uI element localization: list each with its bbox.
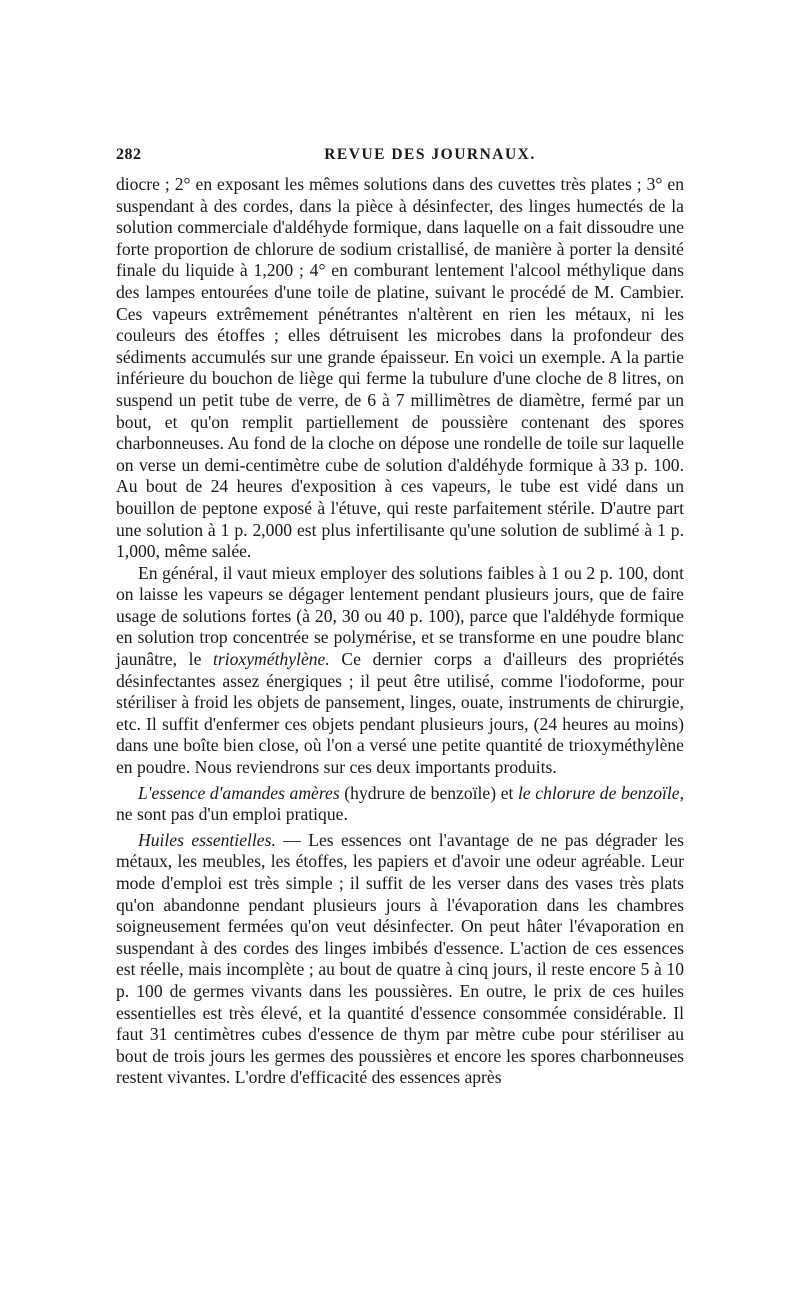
paragraph-text: — Les essences ont l'avantage de ne pas dégrader les métaux, les meubles, les étoffes, les papiers et d'avoir une odeur agréable. Leur mode d'emploi est très simple ; il suffit de les verser dans des vases très plats qu'on abandonne pendant plusieurs jours à l'évaporation dans les chambres soigneusement fermées qu'on veut désinfecter. On peut hâter l'évaporation en suspendant à des cordes des linges imbibés d'essence. L'action de ces essences est réelle, mais incomplète ; au bout de quatre à cinq jours, il reste encore 5 à 10 p. 100 de germes vivants dans les poussières. En outre, le prix de ces huiles essentielles est très élevé, et la quantité d'essence consommée considérable. Il faut 31 centimètres cubes d'essence de thym par mètre cube pour stériliser au bout de trois jours les germes des poussières et encore les spores charbonneuses restent vivantes. L'ordre d'efficacité des essences après bbox=[116, 829, 684, 1088]
italic-term-bitter-almond: L'essence d'amandes amères bbox=[138, 782, 340, 803]
journal-page bbox=[116, 146, 684, 1089]
article-body bbox=[116, 174, 684, 1089]
running-head: REVUE DES JOURNAUX. bbox=[324, 146, 536, 163]
italic-term-benzoyl-chloride: le chlorure de benzoïle, bbox=[517, 782, 685, 803]
paragraph-formaldehyde-methods: diocre ; 2° en exposant les mêmes solutions dans des cuvettes très plates ; 3° en suspendant à des cordes, dans la pièce à désinfecter, des linges humectés de la solution commerciale d'aldéhyde formique, dans laquelle on a fait dissoudre une forte proportion de chlorure de sodium cristallisé, de manière à porter la densité finale du liquide à 1,200 ; 4° en comburant lentement l'alcool méthylique dans des lampes entourées d'une toile de platine, suivant le procédé de M. Cambier. Ces vapeurs extrêmement pénétrantes n'altèrent en rien les métaux, ni les couleurs des étoffes ; elles détruisent les microbes dans la profondeur des sédiments accumulés sur une grande épaisseur. En voici un exemple. A la partie inférieure du bouchon de liège qui ferme la tubulure d'une cloche de 8 litres, on suspend un petit tube de verre, de 6 à 7 millimètres de diamètre, fermé par un bout, et qu'on remplit partiellement de poussière contenant des spores charbonneuses. Au fond de la cloche on dépose une rondelle de toile sur laquelle on verse un demi-centimètre cube de solution d'aldéhyde formique à 33 p. 100. Au bout de 24 heures d'exposition à ces vapeurs, le tube est vidé dans un bouillon de peptone exposé à l'étuve, qui reste parfaitement stérile. D'autre part une solution à 1 p. 2,000 est plus infertilisante qu'une solution de sublimé à 1 p. 1,000, même salée. bbox=[116, 174, 684, 562]
italic-term-trioxymethylene: trioxyméthylène. bbox=[213, 649, 330, 670]
paragraph-text: Ce dernier corps a d'ailleurs des propriétés désinfectantes assez énergiques ; il peut être utilisé, comme l'iodoforme, pour stériliser à froid les objets de pansement, linges, ouate, instruments de chirurgie, etc. Il suffit d'enfermer ces objets pendant plusieurs jours, (24 heures au moins) dans une boîte bien close, où l'on a versé une petite quantité de trioxyméthylène en poudre. Nous reviendrons sur ces deux importants produits. bbox=[116, 649, 684, 778]
paragraph-bitter-almond bbox=[116, 783, 684, 826]
paragraph-weak-solutions bbox=[116, 563, 684, 779]
section-heading-essential-oils: Huiles essentielles. bbox=[138, 829, 276, 850]
paragraph-text: ne sont pas d'un emploi pratique. bbox=[116, 804, 348, 825]
page-header bbox=[116, 146, 684, 174]
paragraph-essential-oils bbox=[116, 830, 684, 1089]
paragraph-text: En général, il vaut mieux employer des solutions faibles à 1 ou 2 p. 100, dont on laisse les vapeurs se dégager lentement pendant plusieurs jours, que de faire usage de solutions fortes (à 20, 30 ou 40 p. 100), parce que l'aldéhyde formique en solution trop concentrée se polymérise, et se transforme en une poudre blanc jaunâtre, le bbox=[116, 562, 684, 670]
paragraph-text: (hydrure de benzoïle) et bbox=[339, 782, 518, 803]
page-number: 282 bbox=[116, 146, 142, 163]
